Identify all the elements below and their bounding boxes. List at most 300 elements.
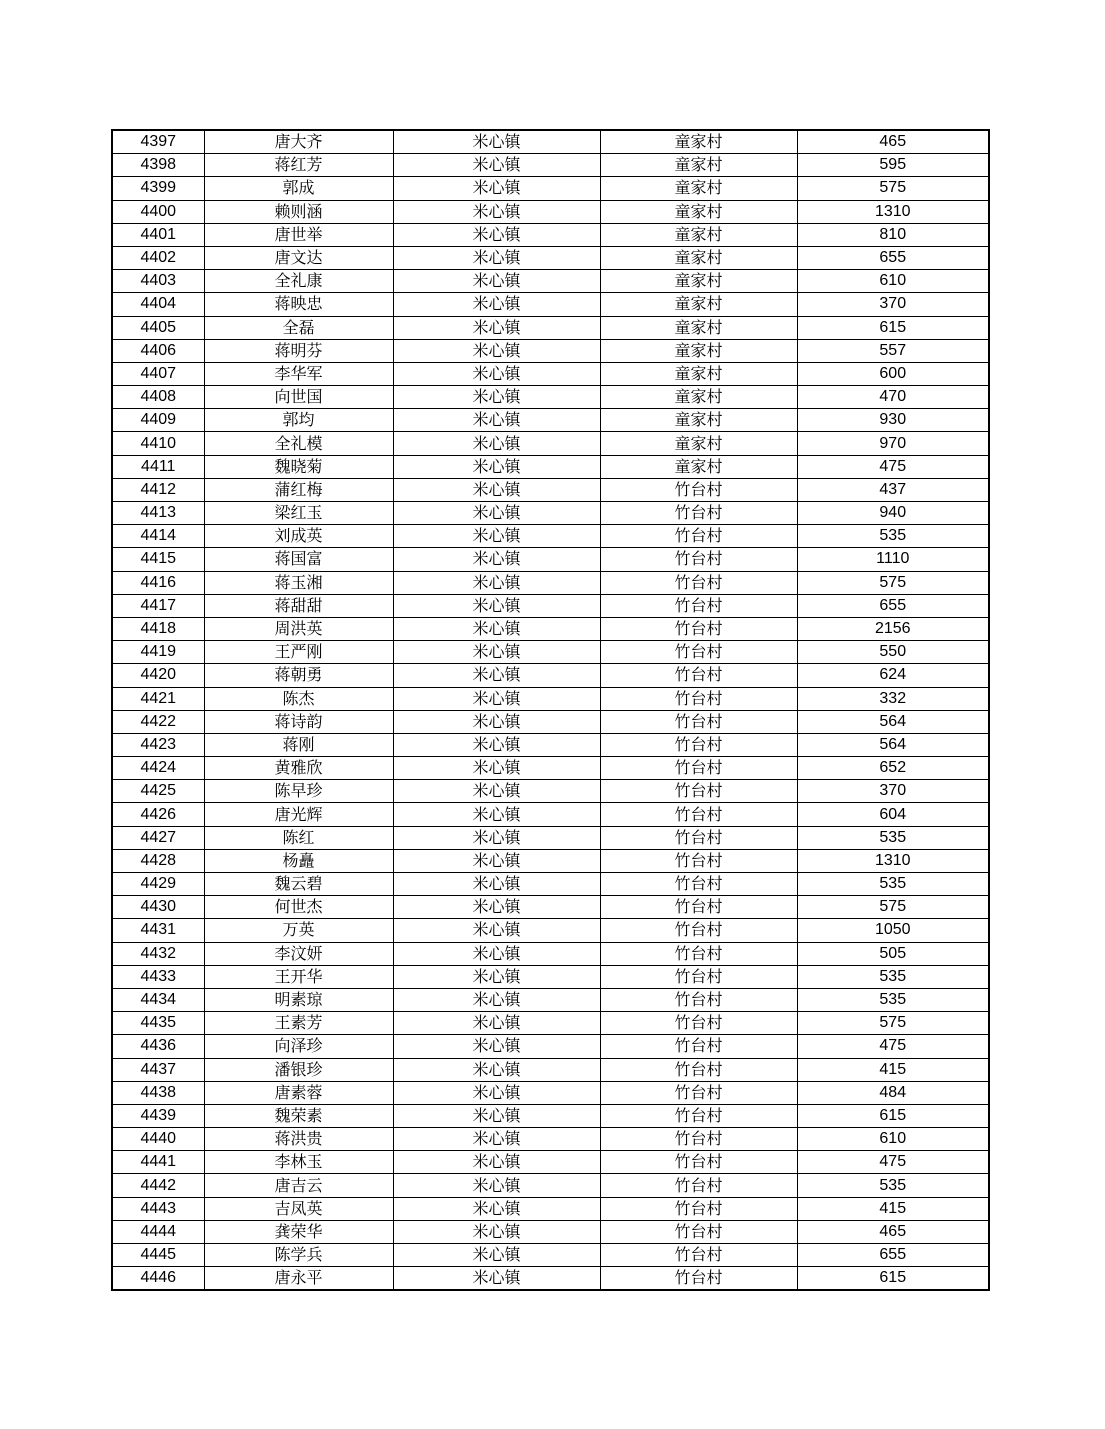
- name-cell: 赖则涵: [204, 200, 393, 223]
- town-cell: 米心镇: [393, 1244, 600, 1267]
- name-cell: 李华军: [204, 362, 393, 385]
- name-cell: 唐世举: [204, 223, 393, 246]
- table-row: [112, 548, 989, 571]
- amount-cell: 564: [797, 710, 989, 733]
- town-cell: 米心镇: [393, 919, 600, 942]
- table-row: [112, 919, 989, 942]
- amount-cell: 575: [797, 571, 989, 594]
- id-cell: 4401: [112, 223, 204, 246]
- table-row: [112, 873, 989, 896]
- village-cell: 童家村: [600, 200, 797, 223]
- amount-cell: 557: [797, 339, 989, 362]
- village-cell: 竹台村: [600, 617, 797, 640]
- amount-cell: 535: [797, 525, 989, 548]
- village-cell: 竹台村: [600, 757, 797, 780]
- name-cell: 黄雅欣: [204, 757, 393, 780]
- name-cell: 唐吉云: [204, 1174, 393, 1197]
- village-cell: 竹台村: [600, 1267, 797, 1291]
- town-cell: 米心镇: [393, 130, 600, 154]
- village-cell: 童家村: [600, 409, 797, 432]
- town-cell: 米心镇: [393, 687, 600, 710]
- table-row: [112, 1058, 989, 1081]
- town-cell: 米心镇: [393, 1174, 600, 1197]
- id-cell: 4415: [112, 548, 204, 571]
- table-row: [112, 988, 989, 1011]
- village-cell: 童家村: [600, 270, 797, 293]
- id-cell: 4403: [112, 270, 204, 293]
- amount-cell: 655: [797, 594, 989, 617]
- id-cell: 4408: [112, 386, 204, 409]
- table-row: [112, 641, 989, 664]
- name-cell: 周洪英: [204, 617, 393, 640]
- town-cell: 米心镇: [393, 339, 600, 362]
- name-cell: 刘成英: [204, 525, 393, 548]
- name-cell: 蒋红芳: [204, 154, 393, 177]
- village-cell: 竹台村: [600, 919, 797, 942]
- town-cell: 米心镇: [393, 988, 600, 1011]
- village-cell: 竹台村: [600, 594, 797, 617]
- name-cell: 蒋映忠: [204, 293, 393, 316]
- name-cell: 郭均: [204, 409, 393, 432]
- town-cell: 米心镇: [393, 641, 600, 664]
- id-cell: 4413: [112, 502, 204, 525]
- amount-cell: 604: [797, 803, 989, 826]
- village-cell: 竹台村: [600, 502, 797, 525]
- table-row: [112, 1012, 989, 1035]
- amount-cell: 1110: [797, 548, 989, 571]
- name-cell: 唐永平: [204, 1267, 393, 1291]
- table-row: [112, 362, 989, 385]
- town-cell: 米心镇: [393, 548, 600, 571]
- village-cell: 竹台村: [600, 896, 797, 919]
- id-cell: 4402: [112, 246, 204, 269]
- town-cell: 米心镇: [393, 316, 600, 339]
- town-cell: 米心镇: [393, 1058, 600, 1081]
- name-cell: 全礼模: [204, 432, 393, 455]
- village-cell: 竹台村: [600, 478, 797, 501]
- village-cell: 竹台村: [600, 1104, 797, 1127]
- village-cell: 竹台村: [600, 780, 797, 803]
- town-cell: 米心镇: [393, 502, 600, 525]
- data-table: [111, 129, 990, 1291]
- amount-cell: 505: [797, 942, 989, 965]
- id-cell: 4400: [112, 200, 204, 223]
- table-row: [112, 826, 989, 849]
- town-cell: 米心镇: [393, 1151, 600, 1174]
- id-cell: 4438: [112, 1081, 204, 1104]
- table-row: [112, 130, 989, 154]
- amount-cell: 535: [797, 1174, 989, 1197]
- name-cell: 李汶妍: [204, 942, 393, 965]
- village-cell: 竹台村: [600, 571, 797, 594]
- id-cell: 4430: [112, 896, 204, 919]
- town-cell: 米心镇: [393, 780, 600, 803]
- id-cell: 4412: [112, 478, 204, 501]
- town-cell: 米心镇: [393, 1012, 600, 1035]
- town-cell: 米心镇: [393, 177, 600, 200]
- id-cell: 4398: [112, 154, 204, 177]
- amount-cell: 475: [797, 455, 989, 478]
- table-row: [112, 455, 989, 478]
- village-cell: 竹台村: [600, 1035, 797, 1058]
- name-cell: 全磊: [204, 316, 393, 339]
- amount-cell: 535: [797, 965, 989, 988]
- id-cell: 4429: [112, 873, 204, 896]
- name-cell: 吉凤英: [204, 1197, 393, 1220]
- id-cell: 4441: [112, 1151, 204, 1174]
- town-cell: 米心镇: [393, 849, 600, 872]
- amount-cell: 535: [797, 826, 989, 849]
- village-cell: 童家村: [600, 223, 797, 246]
- name-cell: 蒋玉湘: [204, 571, 393, 594]
- table-row: [112, 1151, 989, 1174]
- name-cell: 全礼康: [204, 270, 393, 293]
- id-cell: 4427: [112, 826, 204, 849]
- name-cell: 唐光辉: [204, 803, 393, 826]
- amount-cell: 615: [797, 1267, 989, 1291]
- name-cell: 龚荣华: [204, 1220, 393, 1243]
- id-cell: 4404: [112, 293, 204, 316]
- table-row: [112, 1128, 989, 1151]
- village-cell: 竹台村: [600, 641, 797, 664]
- table-row: [112, 1244, 989, 1267]
- id-cell: 4426: [112, 803, 204, 826]
- id-cell: 4406: [112, 339, 204, 362]
- name-cell: 杨矗: [204, 849, 393, 872]
- table-row: [112, 293, 989, 316]
- village-cell: 童家村: [600, 246, 797, 269]
- id-cell: 4416: [112, 571, 204, 594]
- town-cell: 米心镇: [393, 664, 600, 687]
- town-cell: 米心镇: [393, 803, 600, 826]
- village-cell: 竹台村: [600, 873, 797, 896]
- amount-cell: 655: [797, 246, 989, 269]
- amount-cell: 930: [797, 409, 989, 432]
- town-cell: 米心镇: [393, 1104, 600, 1127]
- amount-cell: 810: [797, 223, 989, 246]
- name-cell: 魏晓菊: [204, 455, 393, 478]
- name-cell: 蒋洪贵: [204, 1128, 393, 1151]
- id-cell: 4439: [112, 1104, 204, 1127]
- table-row: [112, 246, 989, 269]
- name-cell: 王开华: [204, 965, 393, 988]
- amount-cell: 610: [797, 270, 989, 293]
- table-row: [112, 409, 989, 432]
- table-row: [112, 594, 989, 617]
- village-cell: 竹台村: [600, 733, 797, 756]
- amount-cell: 624: [797, 664, 989, 687]
- id-cell: 4424: [112, 757, 204, 780]
- id-cell: 4399: [112, 177, 204, 200]
- village-cell: 童家村: [600, 293, 797, 316]
- table-row: [112, 502, 989, 525]
- town-cell: 米心镇: [393, 942, 600, 965]
- amount-cell: 615: [797, 316, 989, 339]
- id-cell: 4428: [112, 849, 204, 872]
- name-cell: 蒋诗韵: [204, 710, 393, 733]
- table-row: [112, 223, 989, 246]
- town-cell: 米心镇: [393, 525, 600, 548]
- id-cell: 4443: [112, 1197, 204, 1220]
- town-cell: 米心镇: [393, 571, 600, 594]
- amount-cell: 370: [797, 780, 989, 803]
- town-cell: 米心镇: [393, 1035, 600, 1058]
- table-row: [112, 571, 989, 594]
- amount-cell: 595: [797, 154, 989, 177]
- town-cell: 米心镇: [393, 617, 600, 640]
- name-cell: 陈红: [204, 826, 393, 849]
- amount-cell: 370: [797, 293, 989, 316]
- town-cell: 米心镇: [393, 1197, 600, 1220]
- village-cell: 竹台村: [600, 965, 797, 988]
- town-cell: 米心镇: [393, 386, 600, 409]
- village-cell: 童家村: [600, 455, 797, 478]
- table-row: [112, 965, 989, 988]
- village-cell: 竹台村: [600, 803, 797, 826]
- amount-cell: 940: [797, 502, 989, 525]
- village-cell: 竹台村: [600, 1128, 797, 1151]
- table-row: [112, 1267, 989, 1291]
- village-cell: 竹台村: [600, 548, 797, 571]
- town-cell: 米心镇: [393, 733, 600, 756]
- amount-cell: 465: [797, 1220, 989, 1243]
- name-cell: 万英: [204, 919, 393, 942]
- table-row: [112, 803, 989, 826]
- table-row: [112, 733, 989, 756]
- village-cell: 竹台村: [600, 525, 797, 548]
- village-cell: 竹台村: [600, 942, 797, 965]
- table-row: [112, 200, 989, 223]
- town-cell: 米心镇: [393, 1220, 600, 1243]
- village-cell: 竹台村: [600, 826, 797, 849]
- village-cell: 竹台村: [600, 849, 797, 872]
- name-cell: 王严刚: [204, 641, 393, 664]
- amount-cell: 652: [797, 757, 989, 780]
- id-cell: 4421: [112, 687, 204, 710]
- name-cell: 王素芳: [204, 1012, 393, 1035]
- id-cell: 4414: [112, 525, 204, 548]
- table-row: [112, 154, 989, 177]
- town-cell: 米心镇: [393, 223, 600, 246]
- name-cell: 蒋刚: [204, 733, 393, 756]
- town-cell: 米心镇: [393, 270, 600, 293]
- amount-cell: 970: [797, 432, 989, 455]
- name-cell: 陈杰: [204, 687, 393, 710]
- town-cell: 米心镇: [393, 1128, 600, 1151]
- id-cell: 4405: [112, 316, 204, 339]
- table-row: [112, 1035, 989, 1058]
- amount-cell: 600: [797, 362, 989, 385]
- amount-cell: 437: [797, 478, 989, 501]
- village-cell: 童家村: [600, 362, 797, 385]
- id-cell: 4431: [112, 919, 204, 942]
- amount-cell: 655: [797, 1244, 989, 1267]
- name-cell: 唐文达: [204, 246, 393, 269]
- table-row: [112, 1197, 989, 1220]
- id-cell: 4397: [112, 130, 204, 154]
- amount-cell: 564: [797, 733, 989, 756]
- town-cell: 米心镇: [393, 757, 600, 780]
- town-cell: 米心镇: [393, 896, 600, 919]
- id-cell: 4446: [112, 1267, 204, 1291]
- town-cell: 米心镇: [393, 293, 600, 316]
- town-cell: 米心镇: [393, 246, 600, 269]
- name-cell: 魏云碧: [204, 873, 393, 896]
- id-cell: 4418: [112, 617, 204, 640]
- name-cell: 李林玉: [204, 1151, 393, 1174]
- amount-cell: 575: [797, 1012, 989, 1035]
- name-cell: 陈早珍: [204, 780, 393, 803]
- amount-cell: 1050: [797, 919, 989, 942]
- name-cell: 郭成: [204, 177, 393, 200]
- amount-cell: 550: [797, 641, 989, 664]
- town-cell: 米心镇: [393, 594, 600, 617]
- town-cell: 米心镇: [393, 432, 600, 455]
- table-row: [112, 525, 989, 548]
- table-row: [112, 664, 989, 687]
- village-cell: 童家村: [600, 177, 797, 200]
- name-cell: 蒋甜甜: [204, 594, 393, 617]
- village-cell: 童家村: [600, 130, 797, 154]
- id-cell: 4407: [112, 362, 204, 385]
- village-cell: 竹台村: [600, 1244, 797, 1267]
- amount-cell: 1310: [797, 849, 989, 872]
- amount-cell: 415: [797, 1197, 989, 1220]
- town-cell: 米心镇: [393, 455, 600, 478]
- name-cell: 陈学兵: [204, 1244, 393, 1267]
- amount-cell: 575: [797, 177, 989, 200]
- table-row: [112, 710, 989, 733]
- town-cell: 米心镇: [393, 710, 600, 733]
- id-cell: 4433: [112, 965, 204, 988]
- village-cell: 竹台村: [600, 1197, 797, 1220]
- village-cell: 童家村: [600, 339, 797, 362]
- village-cell: 竹台村: [600, 1058, 797, 1081]
- id-cell: 4440: [112, 1128, 204, 1151]
- name-cell: 唐素蓉: [204, 1081, 393, 1104]
- id-cell: 4422: [112, 710, 204, 733]
- amount-cell: 415: [797, 1058, 989, 1081]
- amount-cell: 615: [797, 1104, 989, 1127]
- table-body: [112, 130, 989, 1290]
- table-row: [112, 1220, 989, 1243]
- village-cell: 竹台村: [600, 687, 797, 710]
- town-cell: 米心镇: [393, 826, 600, 849]
- amount-cell: 2156: [797, 617, 989, 640]
- id-cell: 4410: [112, 432, 204, 455]
- table-row: [112, 478, 989, 501]
- village-cell: 竹台村: [600, 664, 797, 687]
- table-row: [112, 849, 989, 872]
- village-cell: 童家村: [600, 386, 797, 409]
- name-cell: 潘银珍: [204, 1058, 393, 1081]
- id-cell: 4423: [112, 733, 204, 756]
- table-row: [112, 1104, 989, 1127]
- table-row: [112, 617, 989, 640]
- id-cell: 4437: [112, 1058, 204, 1081]
- id-cell: 4434: [112, 988, 204, 1011]
- town-cell: 米心镇: [393, 200, 600, 223]
- amount-cell: 535: [797, 988, 989, 1011]
- table-row: [112, 942, 989, 965]
- name-cell: 明素琼: [204, 988, 393, 1011]
- name-cell: 蒋明芬: [204, 339, 393, 362]
- village-cell: 童家村: [600, 154, 797, 177]
- id-cell: 4442: [112, 1174, 204, 1197]
- town-cell: 米心镇: [393, 1081, 600, 1104]
- amount-cell: 610: [797, 1128, 989, 1151]
- name-cell: 魏荣素: [204, 1104, 393, 1127]
- id-cell: 4436: [112, 1035, 204, 1058]
- amount-cell: 484: [797, 1081, 989, 1104]
- amount-cell: 475: [797, 1035, 989, 1058]
- table-row: [112, 316, 989, 339]
- village-cell: 竹台村: [600, 1174, 797, 1197]
- amount-cell: 465: [797, 130, 989, 154]
- village-cell: 竹台村: [600, 710, 797, 733]
- village-cell: 童家村: [600, 432, 797, 455]
- id-cell: 4425: [112, 780, 204, 803]
- village-cell: 竹台村: [600, 1151, 797, 1174]
- town-cell: 米心镇: [393, 409, 600, 432]
- id-cell: 4417: [112, 594, 204, 617]
- name-cell: 蒋国富: [204, 548, 393, 571]
- town-cell: 米心镇: [393, 873, 600, 896]
- table-row: [112, 757, 989, 780]
- id-cell: 4420: [112, 664, 204, 687]
- name-cell: 何世杰: [204, 896, 393, 919]
- town-cell: 米心镇: [393, 154, 600, 177]
- town-cell: 米心镇: [393, 965, 600, 988]
- village-cell: 竹台村: [600, 1012, 797, 1035]
- table-row: [112, 896, 989, 919]
- village-cell: 竹台村: [600, 1220, 797, 1243]
- amount-cell: 1310: [797, 200, 989, 223]
- table-row: [112, 432, 989, 455]
- table-row: [112, 339, 989, 362]
- amount-cell: 332: [797, 687, 989, 710]
- amount-cell: 575: [797, 896, 989, 919]
- id-cell: 4444: [112, 1220, 204, 1243]
- name-cell: 蒲红梅: [204, 478, 393, 501]
- table-row: [112, 270, 989, 293]
- amount-cell: 470: [797, 386, 989, 409]
- amount-cell: 535: [797, 873, 989, 896]
- village-cell: 竹台村: [600, 1081, 797, 1104]
- name-cell: 梁红玉: [204, 502, 393, 525]
- table-row: [112, 1174, 989, 1197]
- id-cell: 4419: [112, 641, 204, 664]
- id-cell: 4445: [112, 1244, 204, 1267]
- id-cell: 4432: [112, 942, 204, 965]
- table-row: [112, 177, 989, 200]
- town-cell: 米心镇: [393, 1267, 600, 1291]
- name-cell: 唐大齐: [204, 130, 393, 154]
- table-row: [112, 1081, 989, 1104]
- id-cell: 4409: [112, 409, 204, 432]
- table-row: [112, 386, 989, 409]
- table-row: [112, 780, 989, 803]
- town-cell: 米心镇: [393, 478, 600, 501]
- amount-cell: 475: [797, 1151, 989, 1174]
- village-cell: 童家村: [600, 316, 797, 339]
- name-cell: 蒋朝勇: [204, 664, 393, 687]
- id-cell: 4435: [112, 1012, 204, 1035]
- name-cell: 向泽珍: [204, 1035, 393, 1058]
- town-cell: 米心镇: [393, 362, 600, 385]
- table-row: [112, 687, 989, 710]
- id-cell: 4411: [112, 455, 204, 478]
